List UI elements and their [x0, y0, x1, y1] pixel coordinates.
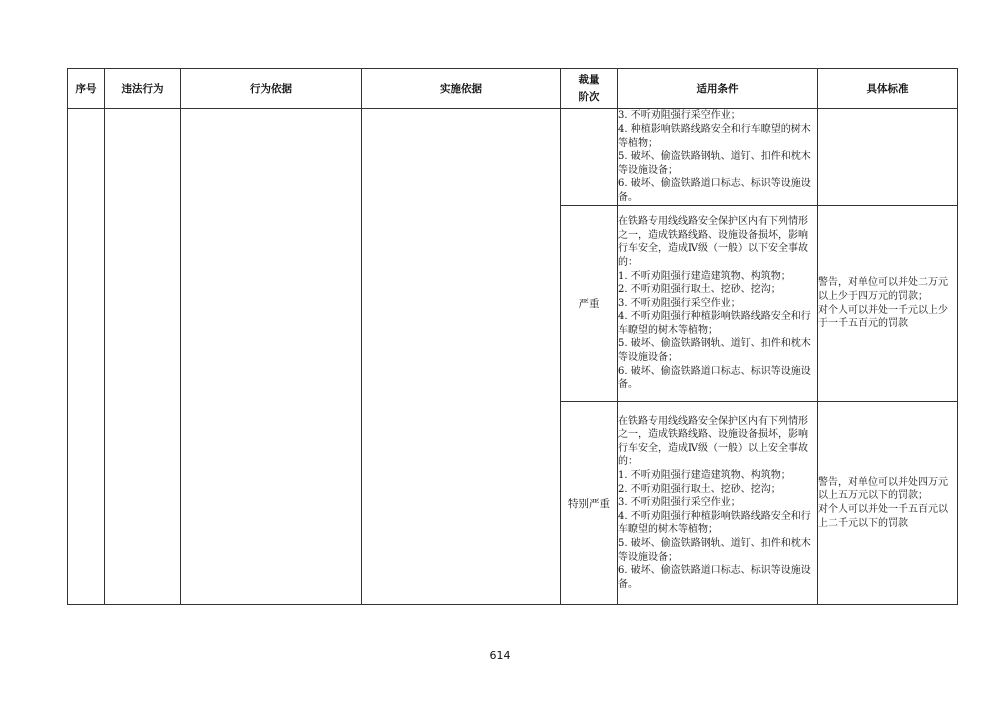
condition-line: 3. 不听劝阻强行采空作业； — [618, 497, 741, 509]
condition-line: 2. 不听劝阻强行取土、挖砂、挖沟； — [618, 483, 781, 495]
header-level-line1: 裁量 — [578, 73, 600, 86]
page-number: 614 — [489, 649, 511, 662]
condition-line: 6. 破坏、偷盗铁路道口标志、标识等设施设备。 — [618, 365, 811, 391]
header-violation: 违法行为 — [105, 69, 181, 109]
condition-line: 3. 不听劝阻强行采空作业； — [618, 297, 741, 309]
condition-line: 在铁路专用线线路安全保护区内有下列情形之一，造成铁路线路、设施设备损坏，影响行车安全，造成Ⅳ级（一般）以下安全事故的： — [618, 216, 808, 268]
condition-line: 3. 不听劝阻强行采空作业； — [618, 110, 741, 122]
level-cell — [561, 109, 618, 206]
standard-line: 警告，对单位可以并处二万元以上少于四万元的罚款； — [818, 277, 948, 302]
condition-line: 4. 不听劝阻强行种植影响铁路线路安全和行车瞭望的树木等植物； — [618, 510, 811, 536]
table-row — [68, 109, 958, 206]
standard-cell — [818, 402, 958, 605]
conditions-cell — [618, 402, 818, 605]
table-header-row — [68, 69, 958, 109]
condition-line: 6. 破坏、偷盗铁路道口标志、标识等设施设备。 — [618, 565, 811, 590]
standard-line: 对个人可以并处一千元以上少于一千五百元的罚款 — [818, 304, 948, 330]
condition-line: 1. 不听劝阻强行建造建筑物、构筑物； — [618, 270, 791, 282]
condition-line: 5. 破坏、偷盗铁路钢轨、道钉、扣件和枕木等设施设备； — [618, 338, 811, 364]
conditions-cell — [618, 109, 818, 206]
condition-line: 1. 不听劝阻强行建造建筑物、构筑物； — [618, 470, 791, 482]
conditions-cell — [618, 206, 818, 402]
penalty-standards-table — [67, 68, 958, 605]
level-cell: 严重 — [561, 206, 618, 402]
level-cell: 特别严重 — [561, 402, 618, 605]
cell-violation — [105, 109, 181, 605]
header-standard: 具体标准 — [818, 69, 958, 109]
cell-basis — [181, 109, 362, 605]
condition-line: 2. 不听劝阻强行取土、挖砂、挖沟； — [618, 284, 781, 296]
cell-implementation — [362, 109, 561, 605]
header-conditions: 适用条件 — [618, 69, 818, 109]
header-index: 序号 — [68, 69, 105, 109]
condition-line: 4. 种植影响铁路线路安全和行车瞭望的树木等植物； — [618, 124, 811, 149]
header-implementation: 实施依据 — [362, 69, 561, 109]
standard-cell — [818, 109, 958, 206]
condition-line: 4. 不听劝阻强行种植影响铁路线路安全和行车瞭望的树木等植物； — [618, 311, 811, 336]
standard-line: 对个人可以并处一千五百元以上二千元以下的罚款 — [818, 504, 948, 529]
header-basis: 行为依据 — [181, 69, 362, 109]
header-level — [561, 69, 618, 109]
standard-line: 警告，对单位可以并处四万元以上五万元以下的罚款； — [818, 476, 948, 502]
standard-cell — [818, 206, 958, 402]
condition-line: 5. 破坏、偷盗铁路钢轨、道钉、扣件和枕木等设施设备； — [618, 151, 811, 176]
condition-line: 在铁路专用线线路安全保护区内有下列情形之一，造成铁路线路、设施设备损坏，影响行车安全，造成Ⅳ级（一般）以上安全事故的： — [618, 415, 808, 468]
condition-line: 5. 破坏、偷盗铁路钢轨、道钉、扣件和枕木等设施设备； — [618, 537, 811, 563]
condition-line: 6. 破坏、偷盗铁路道口标志、标识等设施设备。 — [618, 178, 811, 203]
header-level-line2: 阶次 — [578, 90, 600, 103]
cell-index — [68, 109, 105, 605]
